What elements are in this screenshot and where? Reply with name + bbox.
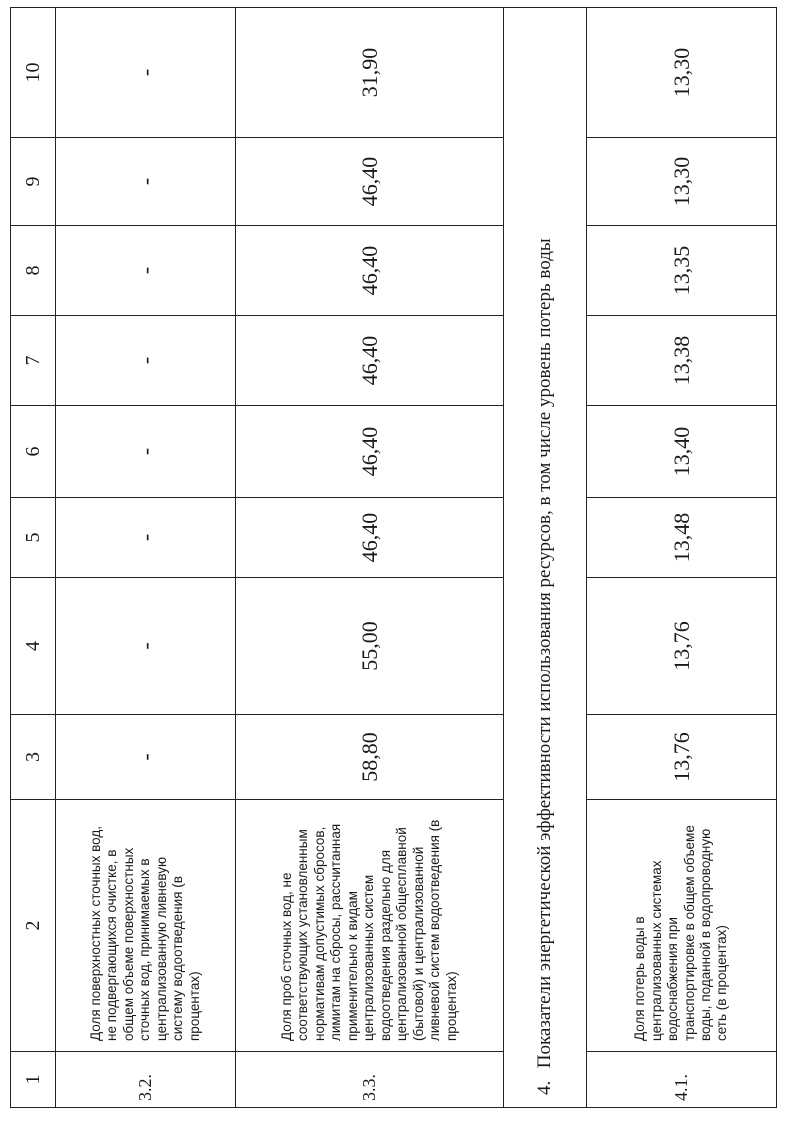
row-description: Доля проб сточных вод, не соответствующих установленным нормативам допустимых сбросов, лимитам на сбросы, рассчитанная применительно к видам централизованных систем водоотведения раздельно для централизованной общесплавной (бытовой) и централизованной ливневой систем водоотведения (в процентах) xyxy=(236,800,504,1052)
row-description: Доля поверхностных сточных вод, не подвергающихся очистке, в общем объеме поверхностных сточных вод, принимаемых в централизованную ливневую систему водоотведения (в процентах) xyxy=(56,800,236,1052)
row-description: Доля потерь воды в централизованных системах водоснабжения при транспортировке в общем объеме воды, поданной в водопроводную сеть (в процентах) xyxy=(587,800,777,1052)
value-cell: - xyxy=(56,8,236,138)
value-cell: 31,90 xyxy=(236,8,504,138)
header-cell: 9 xyxy=(11,138,56,226)
header-cell: 2 xyxy=(11,800,56,1052)
value-cell: - xyxy=(56,578,236,715)
value-cell: - xyxy=(56,406,236,498)
header-cell: 10 xyxy=(11,8,56,138)
header-cell: 1 xyxy=(11,1052,56,1108)
header-row xyxy=(11,8,56,1108)
section-heading xyxy=(504,8,587,1108)
row-number: 3.3. xyxy=(236,1052,504,1108)
table-row xyxy=(56,8,236,1108)
header-cell: 5 xyxy=(11,498,56,578)
value-cell: 13,40 xyxy=(587,406,777,498)
value-cell: 46,40 xyxy=(236,498,504,578)
value-cell: 58,80 xyxy=(236,715,504,800)
value-cell: - xyxy=(56,138,236,226)
value-cell: 13,30 xyxy=(587,138,777,226)
value-cell: - xyxy=(56,226,236,316)
section-title: Показатели энергетической эффективности использования ресурсов, в том числе уровень потерь воды xyxy=(534,238,555,1069)
value-cell: 46,40 xyxy=(236,138,504,226)
header-cell: 4 xyxy=(11,578,56,715)
value-cell: 46,40 xyxy=(236,226,504,316)
indicators-table xyxy=(10,7,777,1108)
value-cell: 13,76 xyxy=(587,578,777,715)
row-number: 3.2. xyxy=(56,1052,236,1108)
value-cell: 13,35 xyxy=(587,226,777,316)
value-cell: - xyxy=(56,316,236,406)
header-cell: 7 xyxy=(11,316,56,406)
value-cell: 46,40 xyxy=(236,316,504,406)
table-row xyxy=(236,8,504,1108)
table-row xyxy=(587,8,777,1108)
header-cell: 8 xyxy=(11,226,56,316)
header-cell: 3 xyxy=(11,715,56,800)
value-cell: 13,76 xyxy=(587,715,777,800)
section-row xyxy=(504,8,587,1108)
value-cell: 13,48 xyxy=(587,498,777,578)
value-cell: 13,38 xyxy=(587,316,777,406)
value-cell: 46,40 xyxy=(236,406,504,498)
section-number: 4. xyxy=(534,1080,555,1095)
value-cell: 55,00 xyxy=(236,578,504,715)
row-number: 4.1. xyxy=(587,1052,777,1108)
header-cell: 6 xyxy=(11,406,56,498)
value-cell: - xyxy=(56,498,236,578)
value-cell: - xyxy=(56,715,236,800)
value-cell: 13,30 xyxy=(587,8,777,138)
